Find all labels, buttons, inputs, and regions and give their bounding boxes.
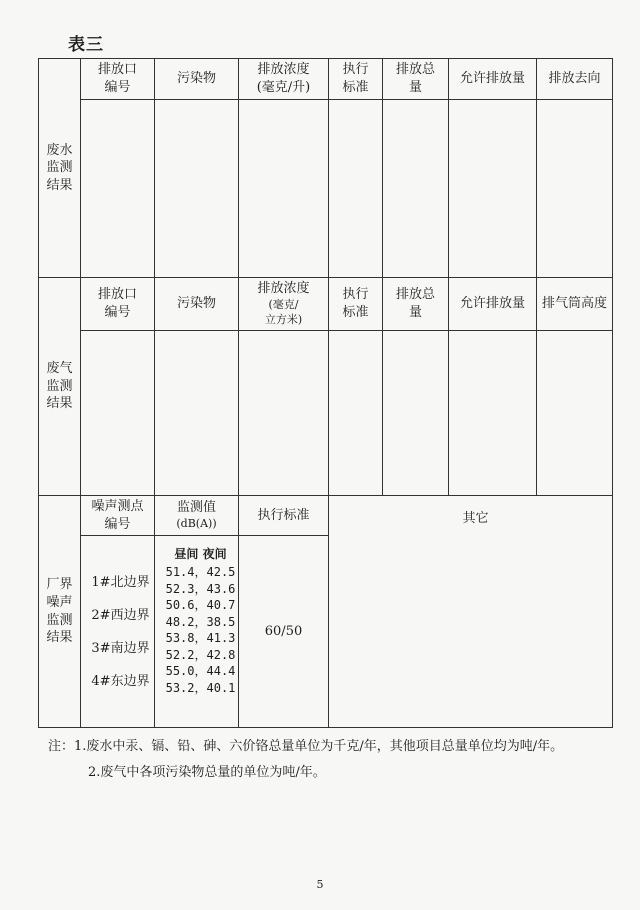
wg-cell-total[interactable] xyxy=(383,331,449,496)
wg-header-pollutant: 污染物 xyxy=(155,278,239,331)
noise-value: 50.6，40.7 xyxy=(165,598,236,613)
noise-header-value: 监测值 (dB(A)) xyxy=(155,496,239,536)
ww-header-pollutant: 污染物 xyxy=(155,59,239,100)
monitoring-table xyxy=(38,58,613,728)
noise-section-label: 厂界 噪声 监测 结果 xyxy=(39,496,81,728)
noise-value: 51.4，42.5 xyxy=(165,565,236,580)
wg-cell-stack-height[interactable] xyxy=(537,331,613,496)
ww-cell-destination[interactable] xyxy=(537,100,613,278)
noise-point: 1#北边界 xyxy=(91,574,150,590)
table-title: 表三 xyxy=(68,35,104,55)
noise-point: 3#南边界 xyxy=(91,640,150,656)
noise-value: 53.8，41.3 xyxy=(165,631,236,646)
ww-cell-concentration[interactable] xyxy=(239,100,329,278)
ww-header-standard: 执行 标准 xyxy=(329,59,383,100)
wg-header-stack-height: 排气筒高度 xyxy=(537,278,613,331)
noise-point: 2#西边界 xyxy=(91,607,150,623)
note-line-2: 2.废气中各项污染物总量的单位为吨/年。 xyxy=(88,765,326,780)
wg-header-allowed: 允许排放量 xyxy=(449,278,537,331)
ww-cell-standard[interactable] xyxy=(329,100,383,278)
noise-value: 52.2，42.8 xyxy=(165,647,236,662)
wg-header-total: 排放总 量 xyxy=(383,278,449,331)
wg-cell-standard[interactable] xyxy=(329,331,383,496)
noise-other-cell[interactable]: 其它 xyxy=(329,496,613,728)
wg-header-concentration: 排放浓度 (毫克/ 立方米) xyxy=(239,278,329,331)
noise-value: 55.0，44.4 xyxy=(165,664,236,679)
wg-cell-pollutant[interactable] xyxy=(155,331,239,496)
wastegas-section-label: 废气 监测 结果 xyxy=(39,278,81,496)
noise-point: 4#东边界 xyxy=(91,673,150,689)
noise-standard-cell: 60/50 xyxy=(239,536,329,728)
wg-header-outlet: 排放口 编号 xyxy=(81,278,155,331)
ww-cell-pollutant[interactable] xyxy=(155,100,239,278)
ww-cell-outlet[interactable] xyxy=(81,100,155,278)
noise-value: 48.2，38.5 xyxy=(165,614,236,629)
ww-cell-total[interactable] xyxy=(383,100,449,278)
ww-header-concentration: 排放浓度 (毫克/升) xyxy=(239,59,329,100)
noise-header-standard: 执行标准 xyxy=(239,496,329,536)
noise-values-cell xyxy=(155,536,239,728)
wg-cell-allowed[interactable] xyxy=(449,331,537,496)
wg-cell-concentration[interactable] xyxy=(239,331,329,496)
day-night-subheader: 昼间 夜间 xyxy=(174,547,227,561)
note-line-1: 注：1.废水中汞、镉、铅、砷、六价铬总量单位为千克/年，其他项目总量单位均为吨/年。 xyxy=(48,739,564,754)
ww-header-destination: 排放去向 xyxy=(537,59,613,100)
ww-cell-allowed[interactable] xyxy=(449,100,537,278)
noise-points-cell xyxy=(81,536,155,728)
wg-cell-outlet[interactable] xyxy=(81,331,155,496)
wg-header-standard: 执行 标准 xyxy=(329,278,383,331)
noise-value: 53.2，40.1 xyxy=(165,680,236,695)
table-notes xyxy=(48,737,608,783)
ww-header-total: 排放总 量 xyxy=(383,59,449,100)
page-number: 5 xyxy=(316,878,324,891)
wastewater-section-label: 废水 监测 结果 xyxy=(39,59,81,278)
ww-header-allowed: 允许排放量 xyxy=(449,59,537,100)
ww-header-outlet: 排放口 编号 xyxy=(81,59,155,100)
noise-header-point: 噪声测点 编号 xyxy=(81,496,155,536)
noise-value: 52.3，43.6 xyxy=(165,581,236,596)
